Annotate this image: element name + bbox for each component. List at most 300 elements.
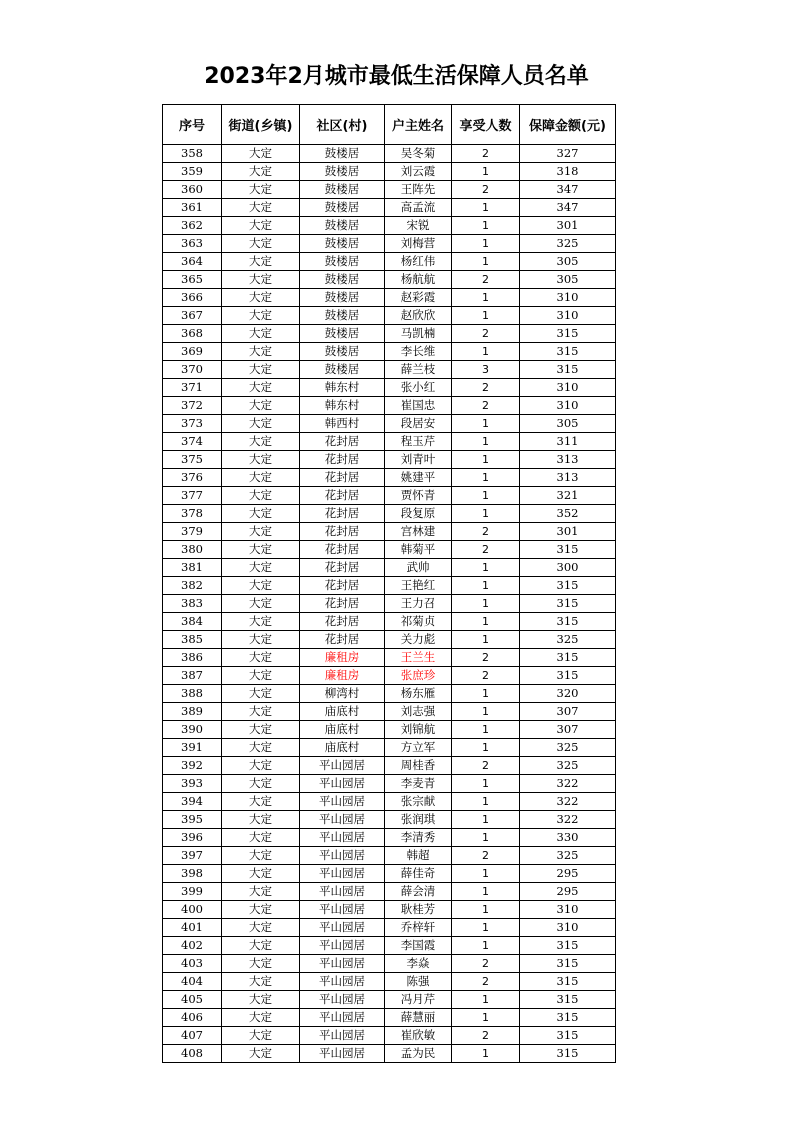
beneficiary-count-cell: 1 xyxy=(452,865,520,883)
community-cell: 花封居 xyxy=(300,523,385,541)
street-cell: 大定 xyxy=(222,163,300,181)
householder-name-cell: 祁菊贞 xyxy=(385,613,452,631)
beneficiary-count-cell: 1 xyxy=(452,505,520,523)
beneficiary-count-cell: 1 xyxy=(452,631,520,649)
serial-number-cell: 402 xyxy=(163,937,222,955)
table-row xyxy=(163,757,616,775)
serial-number-cell: 365 xyxy=(163,271,222,289)
allowance-amount-cell: 315 xyxy=(520,1027,616,1045)
allowance-amount-cell: 313 xyxy=(520,469,616,487)
householder-name-cell: 刘云霞 xyxy=(385,163,452,181)
community-cell: 花封居 xyxy=(300,577,385,595)
allowance-amount-cell: 300 xyxy=(520,559,616,577)
householder-name-cell: 崔国忠 xyxy=(385,397,452,415)
community-cell: 花封居 xyxy=(300,487,385,505)
serial-number-cell: 363 xyxy=(163,235,222,253)
householder-name-cell: 王阵先 xyxy=(385,181,452,199)
street-cell: 大定 xyxy=(222,577,300,595)
serial-number-cell: 361 xyxy=(163,199,222,217)
beneficiary-count-cell: 1 xyxy=(452,685,520,703)
community-cell: 平山园居 xyxy=(300,919,385,937)
header-beneficiary-count: 享受人数 xyxy=(452,105,520,145)
beneficiary-count-cell: 2 xyxy=(452,523,520,541)
beneficiary-count-cell: 1 xyxy=(452,829,520,847)
community-cell: 花封居 xyxy=(300,613,385,631)
beneficiary-count-cell: 2 xyxy=(452,145,520,163)
serial-number-cell: 384 xyxy=(163,613,222,631)
householder-name-cell: 宋锐 xyxy=(385,217,452,235)
street-cell: 大定 xyxy=(222,505,300,523)
beneficiary-count-cell: 1 xyxy=(452,613,520,631)
street-cell: 大定 xyxy=(222,991,300,1009)
beneficiary-count-cell: 1 xyxy=(452,235,520,253)
householder-name-cell: 张庶珍 xyxy=(385,667,452,685)
street-cell: 大定 xyxy=(222,289,300,307)
householder-name-cell: 王力召 xyxy=(385,595,452,613)
beneficiary-count-cell: 2 xyxy=(452,325,520,343)
street-cell: 大定 xyxy=(222,541,300,559)
table-row xyxy=(163,271,616,289)
table-row xyxy=(163,649,616,667)
community-cell: 鼓楼居 xyxy=(300,253,385,271)
serial-number-cell: 378 xyxy=(163,505,222,523)
serial-number-cell: 395 xyxy=(163,811,222,829)
allowance-amount-cell: 347 xyxy=(520,181,616,199)
street-cell: 大定 xyxy=(222,847,300,865)
serial-number-cell: 398 xyxy=(163,865,222,883)
serial-number-cell: 394 xyxy=(163,793,222,811)
allowance-amount-cell: 315 xyxy=(520,973,616,991)
street-cell: 大定 xyxy=(222,253,300,271)
beneficiary-count-cell: 1 xyxy=(452,811,520,829)
allowance-amount-cell: 315 xyxy=(520,595,616,613)
street-cell: 大定 xyxy=(222,595,300,613)
serial-number-cell: 383 xyxy=(163,595,222,613)
table-row xyxy=(163,523,616,541)
street-cell: 大定 xyxy=(222,1009,300,1027)
householder-name-cell: 杨红伟 xyxy=(385,253,452,271)
serial-number-cell: 373 xyxy=(163,415,222,433)
householder-name-cell: 王兰生 xyxy=(385,649,452,667)
street-cell: 大定 xyxy=(222,1045,300,1063)
householder-name-cell: 程玉芹 xyxy=(385,433,452,451)
community-cell: 平山园居 xyxy=(300,847,385,865)
serial-number-cell: 408 xyxy=(163,1045,222,1063)
allowance-amount-cell: 315 xyxy=(520,937,616,955)
serial-number-cell: 392 xyxy=(163,757,222,775)
community-cell: 花封居 xyxy=(300,505,385,523)
allowance-amount-cell: 310 xyxy=(520,379,616,397)
community-cell: 鼓楼居 xyxy=(300,307,385,325)
table-row xyxy=(163,1009,616,1027)
street-cell: 大定 xyxy=(222,199,300,217)
serial-number-cell: 376 xyxy=(163,469,222,487)
table-row xyxy=(163,793,616,811)
street-cell: 大定 xyxy=(222,793,300,811)
serial-number-cell: 380 xyxy=(163,541,222,559)
table-row xyxy=(163,1027,616,1045)
community-cell: 鼓楼居 xyxy=(300,163,385,181)
street-cell: 大定 xyxy=(222,901,300,919)
serial-number-cell: 403 xyxy=(163,955,222,973)
community-cell: 平山园居 xyxy=(300,811,385,829)
allowance-amount-cell: 310 xyxy=(520,901,616,919)
street-cell: 大定 xyxy=(222,415,300,433)
allowance-amount-cell: 315 xyxy=(520,343,616,361)
allowance-amount-cell: 305 xyxy=(520,253,616,271)
community-cell: 花封居 xyxy=(300,631,385,649)
community-cell: 鼓楼居 xyxy=(300,199,385,217)
table-row xyxy=(163,325,616,343)
serial-number-cell: 362 xyxy=(163,217,222,235)
community-cell: 花封居 xyxy=(300,451,385,469)
householder-name-cell: 韩超 xyxy=(385,847,452,865)
serial-number-cell: 388 xyxy=(163,685,222,703)
householder-name-cell: 段居安 xyxy=(385,415,452,433)
table-row xyxy=(163,199,616,217)
serial-number-cell: 372 xyxy=(163,397,222,415)
serial-number-cell: 386 xyxy=(163,649,222,667)
allowance-amount-cell: 315 xyxy=(520,541,616,559)
householder-name-cell: 刘梅营 xyxy=(385,235,452,253)
community-cell: 平山园居 xyxy=(300,829,385,847)
community-cell: 庙底村 xyxy=(300,721,385,739)
allowance-amount-cell: 310 xyxy=(520,397,616,415)
table-row xyxy=(163,505,616,523)
beneficiary-count-cell: 2 xyxy=(452,667,520,685)
table-row xyxy=(163,955,616,973)
beneficiary-count-cell: 1 xyxy=(452,1045,520,1063)
beneficiary-count-cell: 1 xyxy=(452,415,520,433)
community-cell: 花封居 xyxy=(300,433,385,451)
householder-name-cell: 李焱 xyxy=(385,955,452,973)
header-allowance-amount: 保障金额(元) xyxy=(520,105,616,145)
allowance-amount-cell: 305 xyxy=(520,271,616,289)
street-cell: 大定 xyxy=(222,343,300,361)
serial-number-cell: 370 xyxy=(163,361,222,379)
table-row xyxy=(163,631,616,649)
allowance-amount-cell: 295 xyxy=(520,865,616,883)
allowance-amount-cell: 295 xyxy=(520,883,616,901)
beneficiary-count-cell: 1 xyxy=(452,721,520,739)
householder-name-cell: 姚建平 xyxy=(385,469,452,487)
community-cell: 花封居 xyxy=(300,559,385,577)
allowance-amount-cell: 315 xyxy=(520,1045,616,1063)
table-row xyxy=(163,703,616,721)
householder-name-cell: 马凯楠 xyxy=(385,325,452,343)
allowance-amount-cell: 318 xyxy=(520,163,616,181)
street-cell: 大定 xyxy=(222,559,300,577)
allowance-amount-cell: 315 xyxy=(520,577,616,595)
serial-number-cell: 404 xyxy=(163,973,222,991)
serial-number-cell: 387 xyxy=(163,667,222,685)
table-row xyxy=(163,217,616,235)
allowance-amount-cell: 313 xyxy=(520,451,616,469)
beneficiary-count-cell: 1 xyxy=(452,199,520,217)
beneficiary-count-cell: 2 xyxy=(452,757,520,775)
allowance-amount-cell: 352 xyxy=(520,505,616,523)
street-cell: 大定 xyxy=(222,649,300,667)
community-cell: 平山园居 xyxy=(300,1027,385,1045)
allowance-amount-cell: 315 xyxy=(520,613,616,631)
street-cell: 大定 xyxy=(222,451,300,469)
beneficiary-count-cell: 1 xyxy=(452,469,520,487)
community-cell: 平山园居 xyxy=(300,883,385,901)
allowance-amount-cell: 310 xyxy=(520,307,616,325)
householder-name-cell: 杨航航 xyxy=(385,271,452,289)
table-row xyxy=(163,307,616,325)
serial-number-cell: 377 xyxy=(163,487,222,505)
householder-name-cell: 宫林建 xyxy=(385,523,452,541)
header-serial-number: 序号 xyxy=(163,105,222,145)
beneficiary-count-cell: 1 xyxy=(452,487,520,505)
table-row xyxy=(163,181,616,199)
recipient-table xyxy=(162,104,616,1063)
beneficiary-count-cell: 1 xyxy=(452,883,520,901)
table-row xyxy=(163,973,616,991)
street-cell: 大定 xyxy=(222,721,300,739)
beneficiary-count-cell: 1 xyxy=(452,433,520,451)
header-street-township: 街道(乡镇) xyxy=(222,105,300,145)
community-cell: 韩西村 xyxy=(300,415,385,433)
table-row xyxy=(163,595,616,613)
householder-name-cell: 陈强 xyxy=(385,973,452,991)
table-row xyxy=(163,685,616,703)
community-cell: 鼓楼居 xyxy=(300,181,385,199)
street-cell: 大定 xyxy=(222,631,300,649)
community-cell: 平山园居 xyxy=(300,991,385,1009)
community-cell: 韩东村 xyxy=(300,379,385,397)
community-cell: 花封居 xyxy=(300,469,385,487)
allowance-amount-cell: 325 xyxy=(520,739,616,757)
table-row xyxy=(163,811,616,829)
serial-number-cell: 364 xyxy=(163,253,222,271)
householder-name-cell: 王艳红 xyxy=(385,577,452,595)
community-cell: 鼓楼居 xyxy=(300,271,385,289)
serial-number-cell: 382 xyxy=(163,577,222,595)
serial-number-cell: 385 xyxy=(163,631,222,649)
householder-name-cell: 方立军 xyxy=(385,739,452,757)
community-cell: 平山园居 xyxy=(300,937,385,955)
allowance-amount-cell: 320 xyxy=(520,685,616,703)
householder-name-cell: 张润琪 xyxy=(385,811,452,829)
street-cell: 大定 xyxy=(222,217,300,235)
serial-number-cell: 369 xyxy=(163,343,222,361)
householder-name-cell: 赵彩霞 xyxy=(385,289,452,307)
allowance-amount-cell: 305 xyxy=(520,415,616,433)
community-cell: 庙底村 xyxy=(300,739,385,757)
serial-number-cell: 390 xyxy=(163,721,222,739)
table-row xyxy=(163,253,616,271)
serial-number-cell: 396 xyxy=(163,829,222,847)
serial-number-cell: 405 xyxy=(163,991,222,1009)
street-cell: 大定 xyxy=(222,523,300,541)
serial-number-cell: 379 xyxy=(163,523,222,541)
serial-number-cell: 407 xyxy=(163,1027,222,1045)
beneficiary-count-cell: 1 xyxy=(452,343,520,361)
serial-number-cell: 399 xyxy=(163,883,222,901)
householder-name-cell: 武帅 xyxy=(385,559,452,577)
table-row xyxy=(163,883,616,901)
allowance-amount-cell: 322 xyxy=(520,793,616,811)
householder-name-cell: 关力彪 xyxy=(385,631,452,649)
street-cell: 大定 xyxy=(222,613,300,631)
street-cell: 大定 xyxy=(222,235,300,253)
community-cell: 鼓楼居 xyxy=(300,217,385,235)
allowance-amount-cell: 327 xyxy=(520,145,616,163)
householder-name-cell: 冯月芹 xyxy=(385,991,452,1009)
table-row xyxy=(163,739,616,757)
serial-number-cell: 366 xyxy=(163,289,222,307)
community-cell: 鼓楼居 xyxy=(300,325,385,343)
community-cell: 平山园居 xyxy=(300,1045,385,1063)
table-row xyxy=(163,451,616,469)
beneficiary-count-cell: 1 xyxy=(452,559,520,577)
serial-number-cell: 401 xyxy=(163,919,222,937)
table-row xyxy=(163,991,616,1009)
street-cell: 大定 xyxy=(222,1027,300,1045)
allowance-amount-cell: 325 xyxy=(520,235,616,253)
beneficiary-count-cell: 2 xyxy=(452,541,520,559)
table-row xyxy=(163,577,616,595)
householder-name-cell: 刘青叶 xyxy=(385,451,452,469)
street-cell: 大定 xyxy=(222,433,300,451)
beneficiary-count-cell: 1 xyxy=(452,901,520,919)
beneficiary-count-cell: 2 xyxy=(452,379,520,397)
document-title: 2023年2月城市最低生活保障人员名单 xyxy=(204,64,589,89)
allowance-amount-cell: 310 xyxy=(520,289,616,307)
community-cell: 庙底村 xyxy=(300,703,385,721)
table-body xyxy=(163,145,616,1063)
table-row xyxy=(163,541,616,559)
street-cell: 大定 xyxy=(222,829,300,847)
street-cell: 大定 xyxy=(222,361,300,379)
householder-name-cell: 李清秀 xyxy=(385,829,452,847)
street-cell: 大定 xyxy=(222,883,300,901)
header-row xyxy=(163,105,616,145)
table-row xyxy=(163,163,616,181)
serial-number-cell: 374 xyxy=(163,433,222,451)
serial-number-cell: 368 xyxy=(163,325,222,343)
beneficiary-count-cell: 1 xyxy=(452,595,520,613)
beneficiary-count-cell: 1 xyxy=(452,307,520,325)
beneficiary-count-cell: 1 xyxy=(452,991,520,1009)
beneficiary-count-cell: 2 xyxy=(452,649,520,667)
serial-number-cell: 393 xyxy=(163,775,222,793)
serial-number-cell: 371 xyxy=(163,379,222,397)
householder-name-cell: 薛慧丽 xyxy=(385,1009,452,1027)
serial-number-cell: 397 xyxy=(163,847,222,865)
community-cell: 花封居 xyxy=(300,541,385,559)
allowance-amount-cell: 325 xyxy=(520,847,616,865)
table-row xyxy=(163,469,616,487)
householder-name-cell: 杨东雁 xyxy=(385,685,452,703)
serial-number-cell: 389 xyxy=(163,703,222,721)
allowance-amount-cell: 315 xyxy=(520,955,616,973)
householder-name-cell: 耿桂芳 xyxy=(385,901,452,919)
table-row xyxy=(163,829,616,847)
street-cell: 大定 xyxy=(222,307,300,325)
street-cell: 大定 xyxy=(222,487,300,505)
community-cell: 平山园居 xyxy=(300,901,385,919)
street-cell: 大定 xyxy=(222,955,300,973)
householder-name-cell: 崔欣敏 xyxy=(385,1027,452,1045)
allowance-amount-cell: 310 xyxy=(520,919,616,937)
householder-name-cell: 李长维 xyxy=(385,343,452,361)
table-row xyxy=(163,379,616,397)
table-row xyxy=(163,919,616,937)
householder-name-cell: 贾怀青 xyxy=(385,487,452,505)
beneficiary-count-cell: 2 xyxy=(452,847,520,865)
community-cell: 韩东村 xyxy=(300,397,385,415)
community-cell: 廉租房 xyxy=(300,667,385,685)
table-row xyxy=(163,343,616,361)
community-cell: 鼓楼居 xyxy=(300,361,385,379)
beneficiary-count-cell: 2 xyxy=(452,1027,520,1045)
beneficiary-count-cell: 1 xyxy=(452,1009,520,1027)
community-cell: 廉租房 xyxy=(300,649,385,667)
serial-number-cell: 406 xyxy=(163,1009,222,1027)
serial-number-cell: 391 xyxy=(163,739,222,757)
street-cell: 大定 xyxy=(222,667,300,685)
beneficiary-count-cell: 1 xyxy=(452,217,520,235)
householder-name-cell: 段复原 xyxy=(385,505,452,523)
allowance-amount-cell: 301 xyxy=(520,523,616,541)
beneficiary-count-cell: 1 xyxy=(452,253,520,271)
allowance-amount-cell: 315 xyxy=(520,1009,616,1027)
street-cell: 大定 xyxy=(222,181,300,199)
allowance-amount-cell: 322 xyxy=(520,811,616,829)
table-row xyxy=(163,361,616,379)
street-cell: 大定 xyxy=(222,865,300,883)
allowance-amount-cell: 307 xyxy=(520,721,616,739)
householder-name-cell: 张宗献 xyxy=(385,793,452,811)
serial-number-cell: 367 xyxy=(163,307,222,325)
table-row xyxy=(163,433,616,451)
householder-name-cell: 周桂香 xyxy=(385,757,452,775)
street-cell: 大定 xyxy=(222,379,300,397)
allowance-amount-cell: 315 xyxy=(520,649,616,667)
allowance-amount-cell: 315 xyxy=(520,991,616,1009)
street-cell: 大定 xyxy=(222,937,300,955)
beneficiary-count-cell: 1 xyxy=(452,451,520,469)
community-cell: 花封居 xyxy=(300,595,385,613)
allowance-amount-cell: 347 xyxy=(520,199,616,217)
table-header xyxy=(163,105,616,145)
allowance-amount-cell: 307 xyxy=(520,703,616,721)
street-cell: 大定 xyxy=(222,775,300,793)
street-cell: 大定 xyxy=(222,469,300,487)
allowance-amount-cell: 315 xyxy=(520,667,616,685)
householder-name-cell: 李国霞 xyxy=(385,937,452,955)
community-cell: 鼓楼居 xyxy=(300,289,385,307)
serial-number-cell: 381 xyxy=(163,559,222,577)
header-community-village: 社区(村) xyxy=(300,105,385,145)
community-cell: 平山园居 xyxy=(300,793,385,811)
householder-name-cell: 李麦青 xyxy=(385,775,452,793)
beneficiary-count-cell: 1 xyxy=(452,919,520,937)
community-cell: 平山园居 xyxy=(300,973,385,991)
table-row xyxy=(163,559,616,577)
beneficiary-count-cell: 2 xyxy=(452,973,520,991)
street-cell: 大定 xyxy=(222,325,300,343)
beneficiary-count-cell: 1 xyxy=(452,289,520,307)
allowance-amount-cell: 315 xyxy=(520,361,616,379)
street-cell: 大定 xyxy=(222,685,300,703)
header-householder-name: 户主姓名 xyxy=(385,105,452,145)
householder-name-cell: 乔梓轩 xyxy=(385,919,452,937)
table-row xyxy=(163,901,616,919)
